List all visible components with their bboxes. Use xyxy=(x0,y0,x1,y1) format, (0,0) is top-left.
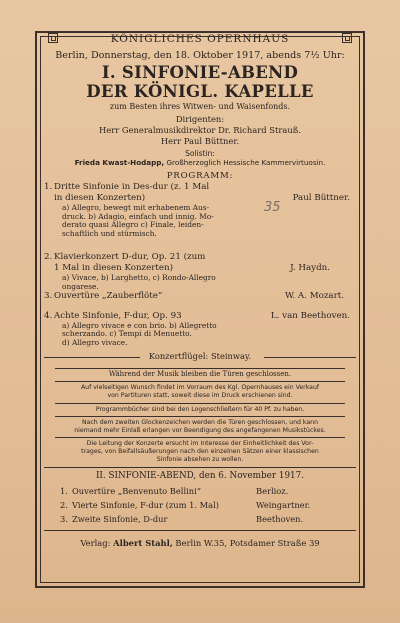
divider xyxy=(55,437,345,438)
piano-note: Konzertflügel: Steinway. xyxy=(148,351,252,361)
soloist-name: Frieda Kwast-Hodapp, xyxy=(74,158,165,167)
notice-partituren: Auf vielseitigen Wunsch findet im Vorraum des Kgl. Opernhauses ein Verkauf xyxy=(80,384,320,391)
item-work: Ouvertüre „Benvenuto Bellini“ xyxy=(72,486,202,496)
notice-programmbuecher: Programmbücher sind bei den Logenschließern für 40 Pf. zu haben. xyxy=(95,406,305,413)
divider xyxy=(44,530,356,531)
item-composer: Weingartner. xyxy=(256,500,311,510)
item-number: 4. xyxy=(44,311,53,321)
item-movements: scherzando. c) Tempi di Menuetto. xyxy=(62,329,192,339)
divider xyxy=(55,403,345,404)
item-work: Zweite Sinfonie, D-dur xyxy=(72,514,168,524)
venue-date: Berlin, Donnerstag, den 18. Oktober 1917, abends 7½ Uhr: xyxy=(55,50,345,61)
item-work-cont: in diesen Konzerten) xyxy=(54,192,146,203)
title-line-2: DER KÖNIGL. KAPELLE xyxy=(86,82,314,101)
title-line-1: I. SINFONIE-ABEND xyxy=(101,63,299,82)
item-movements: d) Allegro vivace. xyxy=(62,337,128,347)
item-work-cont: 1 Mal in diesen Konzerten) xyxy=(54,262,174,273)
item-work: Klavierkonzert D-dur, Op. 21 (zum xyxy=(54,252,206,262)
soloist-label: Solistin: xyxy=(185,149,215,158)
publisher-address: Berlin W.35, Potsdamer Straße 39 xyxy=(175,538,320,548)
publisher-line xyxy=(40,538,360,548)
item-movements: a) Allegro, bewegt mit erhabenem Aus- xyxy=(62,203,210,212)
item-composer: L. van Beethoven. xyxy=(270,311,350,321)
item-composer: W. A. Mozart. xyxy=(284,291,344,301)
divider xyxy=(55,416,345,417)
item-work: Ouvertüre „Zauberflöte“ xyxy=(54,291,163,301)
program-item-4 xyxy=(44,311,350,347)
item-movements: ongarese. xyxy=(62,281,99,291)
program-label: PROGRAMM: xyxy=(166,171,234,181)
item-movements: druck. b) Adagio, einfach und innig. Mo- xyxy=(62,211,214,221)
notice-doors: Nach dem zweiten Glockenzeichen werden die Türen geschlossen, und kann xyxy=(81,419,319,426)
item-movements: derato quasi Allegro c) Finale, leiden- xyxy=(62,220,204,230)
item-number: 3. xyxy=(60,514,68,524)
next-concert: II. SINFONIE-ABEND, den 6. November 1917. xyxy=(95,471,305,481)
notice-applause: Die Leitung der Konzerte ersucht im Interesse der Einheitlichkeit des Vor- xyxy=(86,440,314,447)
pencil-annotation: 35 xyxy=(264,200,281,215)
program-item-1 xyxy=(44,182,350,242)
notice-partituren: von Partituren statt, soweit diese im Druck erschienen sind. xyxy=(107,392,293,399)
conductor-1: Herr Generalmusikdirektor Dr. Richard Strauß. xyxy=(98,125,302,135)
soloist-title: Großherzoglich Hessische Kammervirtuosin. xyxy=(166,158,326,167)
header-title: KÖNIGLICHES OPERNHAUS xyxy=(110,33,290,45)
publisher-name: Albert Stahl, xyxy=(113,538,173,548)
item-number: 2. xyxy=(60,500,68,510)
publisher-prefix: Verlag: xyxy=(80,538,111,548)
program-item-3 xyxy=(44,291,350,303)
notice-applause: trages, von Beifallsäußerungen nach den einzelnen Sätzen einer klassischen xyxy=(81,448,319,455)
notice-applause: Sinfonie absehen zu wollen. xyxy=(156,456,244,463)
program-item-2 xyxy=(44,252,350,294)
item-movements: a) Allegro vivace e con brio. b) Allegretto xyxy=(62,320,217,330)
benefit-text: zum Besten ihres Witwen- und Waisenfonds. xyxy=(109,102,291,111)
item-composer: J. Haydn. xyxy=(290,262,330,273)
conductors-label: Dirigenten: xyxy=(175,114,225,124)
conductor-2: Herr Paul Büttner. xyxy=(160,136,240,146)
item-composer: Beethoven. xyxy=(256,514,304,524)
item-number: 1. xyxy=(44,182,53,192)
item-movements: a) Vivace, b) Larghetto, c) Rondo-Allegro xyxy=(62,273,216,282)
item-work: Dritte Sinfonie in Des-dur (z. 1 Mal xyxy=(54,182,210,192)
item-work: Achte Sinfonie, F-dur, Op. 93 xyxy=(54,311,182,321)
item-number: 1. xyxy=(60,486,68,496)
divider xyxy=(55,368,345,369)
item-number: 2. xyxy=(44,252,53,262)
doors-note: Während der Musik bleiben die Türen geschlossen. xyxy=(108,370,292,378)
item-composer: Paul Büttner. xyxy=(292,192,350,203)
divider xyxy=(44,467,356,468)
divider xyxy=(55,381,345,382)
notice-doors: niemand mehr Einlaß erlangen vor Beendigung des angefangenen Musikstückes. xyxy=(74,427,326,434)
item-number: 3. xyxy=(44,291,53,301)
soloist-line xyxy=(40,158,360,167)
item-movements: schaftlich und stürmisch. xyxy=(62,228,157,238)
item-composer: Berlioz. xyxy=(256,486,289,496)
item-work: Vierte Sinfonie, F-dur (zum 1. Mal) xyxy=(72,500,219,510)
